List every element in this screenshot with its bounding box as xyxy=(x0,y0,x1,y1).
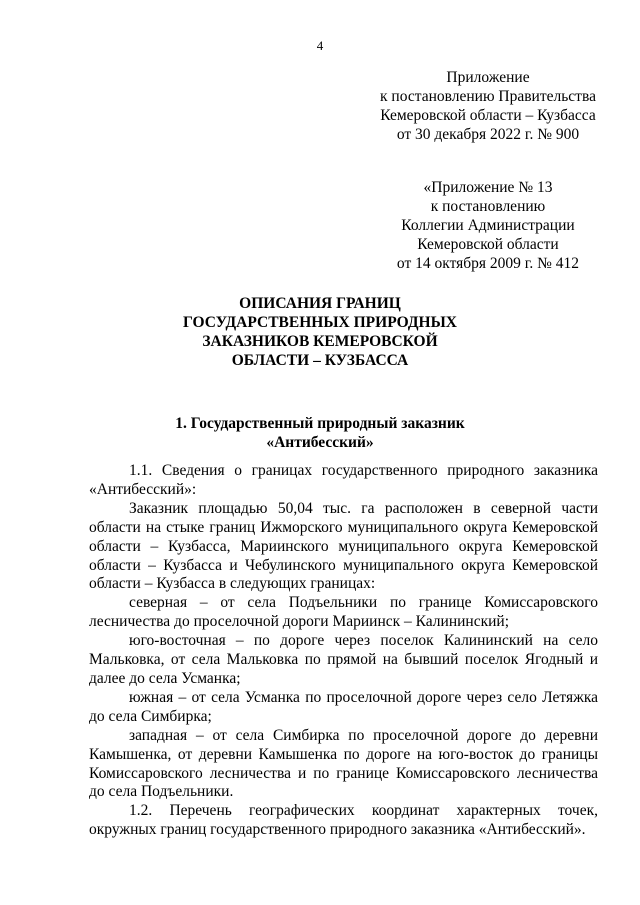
appendix-line: к постановлению Правительства xyxy=(380,88,596,105)
paragraph-northern-boundary: северная – от села Подъельники по границе Комиссаровского лесничества до проселочной дороги Мариинск – Калининский; xyxy=(89,594,598,631)
appendix-government-resolution xyxy=(370,68,606,144)
appendix-line: от 30 декабря 2022 г. № 900 xyxy=(396,126,580,143)
paragraph-coordinates-list: 1.2. Перечень географических координат характерных точек, окружных границ государственного природного заказника «Антибесский». xyxy=(89,802,598,839)
appendix-original-resolution xyxy=(378,178,598,273)
section-heading xyxy=(100,414,540,452)
section-heading-line: 1. Государственный природный заказник xyxy=(175,415,465,432)
paragraph-reserve-area: Заказник площадью 50,04 тыс. га расположен в северной части области на стыке границ Ижморского муниципального округа Кемеровской области – Кузбасса, Мариинского муниципального округа Кемеровской области – Кузбасса и Чебулинского муниципального округа Кемеровской области – Кузбасса в следующих границах: xyxy=(89,499,598,593)
paragraph-southern-boundary: южная – от села Усманка по проселочной дороге через село Летяжка до села Симбирка; xyxy=(89,688,598,725)
title-line: ГОСУДАРСТВЕННЫХ ПРИРОДНЫХ xyxy=(182,314,458,331)
title-line: ЗАКАЗНИКОВ КЕМЕРОВСКОЙ xyxy=(202,333,438,350)
appendix-line: от 14 октября 2009 г. № 412 xyxy=(396,255,580,272)
appendix-line: Приложение xyxy=(446,69,530,86)
section-heading-line: «Антибесский» xyxy=(266,434,374,451)
title-line: ОБЛАСТИ – КУЗБАССА xyxy=(231,352,409,369)
document-title xyxy=(150,294,490,370)
paragraph-boundaries-intro: 1.1. Сведения о границах государственного природного заказника «Антибесский»: xyxy=(89,462,598,498)
appendix-line: Кемеровской области xyxy=(417,236,559,253)
title-line: ОПИСАНИЯ ГРАНИЦ xyxy=(239,295,401,312)
paragraph-western-boundary: западная – от села Симбирка по проселочной дороге до деревни Камышенка, от деревни Камышенка по дороге на юго-восток до границы Комиссаровского лесничества и по границе Комиссаровского лесничества до села Подъельники. xyxy=(89,726,598,801)
paragraph-southeastern-boundary: юго-восточная – по дороге через поселок Калининский на село Мальковка, от села Мальковка по прямой на бывший поселок Ягодный и далее до села Усманка; xyxy=(89,632,598,687)
document-body xyxy=(89,462,598,840)
appendix-line: к постановлению xyxy=(430,198,546,215)
appendix-line: Коллегии Администрации xyxy=(401,217,575,234)
page-number: 4 xyxy=(316,38,324,53)
appendix-line: «Приложение № 13 xyxy=(423,179,553,196)
appendix-line: Кемеровской области – Кузбасса xyxy=(380,107,596,124)
